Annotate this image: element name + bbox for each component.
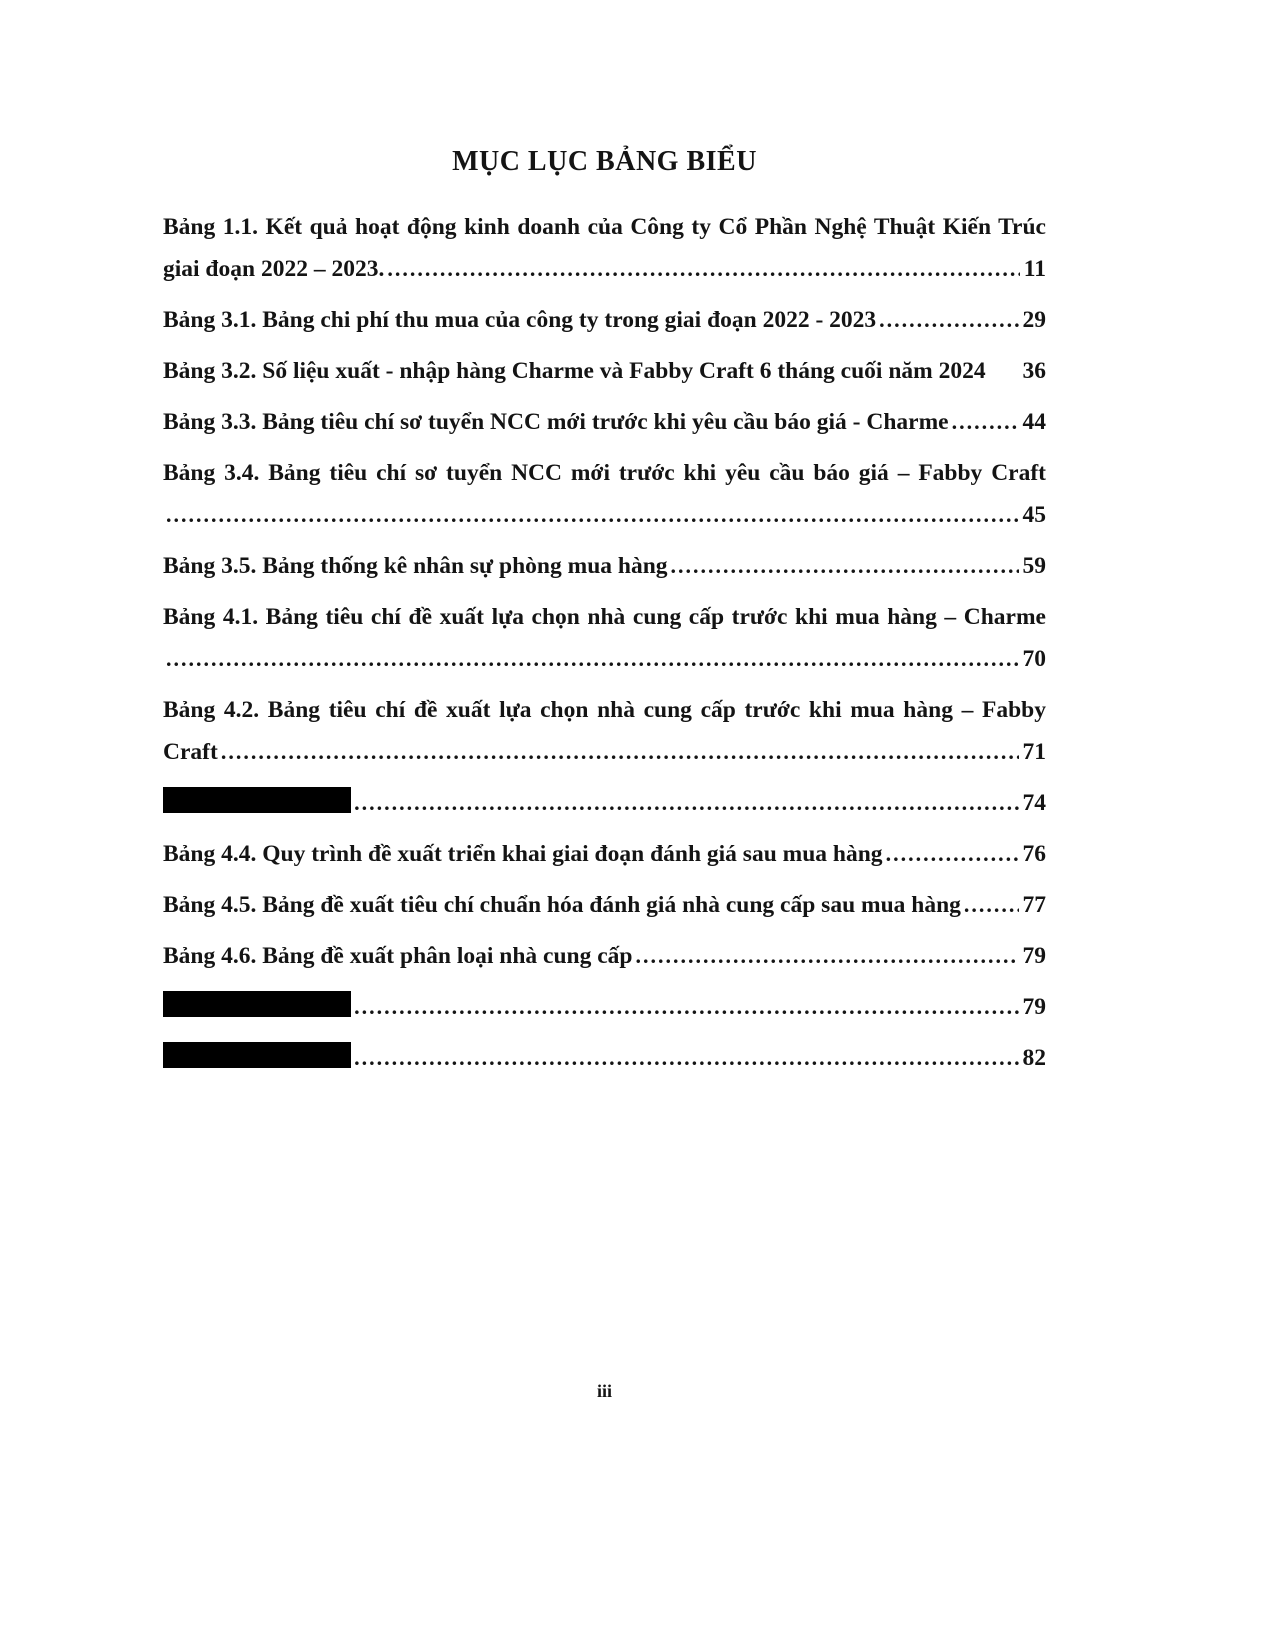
toc-entry-line [163,689,1046,731]
toc-entry-line [163,986,1046,1028]
dot-leader [886,833,1019,875]
toc-entry-line [163,884,1046,926]
toc-entry-line [163,350,1046,392]
toc-entry-text: Bảng 4.4. Quy trình đề xuất triển khai giai đoạn đánh giá sau mua hàng [163,841,883,867]
redaction-bar [163,1042,351,1068]
toc-entry-text: Bảng 4.1. Bảng tiêu chí đề xuất lựa chọn nhà cung cấp trước khi mua hàng – Charme [163,604,1046,630]
toc-entry-text: Bảng 3.5. Bảng thống kê nhân sự phòng mua hàng [163,553,668,579]
page-title: MỤC LỤC BẢNG BIỂU [452,146,757,177]
toc-entry-line [163,248,1046,290]
toc-entry-line [163,401,1046,443]
dot-leader [879,299,1018,341]
footer-page-number: iii [596,1381,612,1401]
toc-page-number: 36 [1022,358,1046,384]
toc-entry [163,350,1046,392]
toc-entry-line [163,545,1046,587]
toc-entry-text: giai đoạn 2022 – 2023. [163,256,385,282]
toc-entry [163,935,1046,977]
toc-entry [163,833,1046,875]
toc-entry-line [163,1037,1046,1079]
redaction-bar [163,991,351,1017]
toc-entry-line [163,782,1046,824]
toc-entry-line [163,731,1046,773]
toc-page-number: 79 [1022,994,1046,1020]
toc-entry [163,1037,1046,1079]
toc-page-number: 79 [1022,943,1046,969]
toc-page-number: 44 [1022,409,1046,435]
toc-page-number: 77 [1022,892,1046,918]
dot-leader [354,1037,1018,1079]
toc-entry [163,689,1046,773]
dot-leader [952,401,1019,443]
toc-entry-line [163,206,1046,248]
toc-page-number: 82 [1022,1045,1046,1071]
toc-entry-line [163,494,1046,536]
toc-entry [163,884,1046,926]
toc-entry-text: Bảng 3.2. Số liệu xuất - nhập hàng Charme và Fabby Craft 6 tháng cuối năm 2024 [163,358,986,384]
dot-leader [221,731,1019,773]
dot-leader [166,494,1019,536]
dot-leader [964,884,1019,926]
toc-entry-line [163,596,1046,638]
toc-page-number: 59 [1022,553,1046,579]
dot-leader [387,248,1019,290]
toc-page-number: 45 [1022,502,1046,528]
toc-content [163,146,1046,1088]
toc-entry-line [163,638,1046,680]
toc-page-number: 71 [1022,739,1046,765]
toc-entry-line [163,299,1046,341]
redaction-bar [163,787,351,813]
toc-entry [163,299,1046,341]
dot-leader [354,986,1018,1028]
toc-entry-text: Craft [163,739,218,765]
dot-leader [635,935,1018,977]
toc-entry-text: Bảng 3.4. Bảng tiêu chí sơ tuyển NCC mới trước khi yêu cầu báo giá – Fabby Craft [163,460,1046,486]
dot-leader [354,782,1018,824]
toc-page-number: 11 [1023,256,1046,282]
toc-entry-text: Bảng 4.5. Bảng đề xuất tiêu chí chuẩn hóa đánh giá nhà cung cấp sau mua hàng [163,892,961,918]
toc-entry [163,782,1046,824]
dot-leader [671,545,1019,587]
toc-entry-text: Bảng 1.1. Kết quả hoạt động kinh doanh của Công ty Cổ Phần Nghệ Thuật Kiến Trúc [163,214,1046,240]
toc-entry-line [163,452,1046,494]
toc-entry [163,206,1046,290]
toc-entry-text: Bảng 3.1. Bảng chi phí thu mua của công ty trong giai đoạn 2022 - 2023 [163,307,877,333]
toc-page-number: 74 [1022,790,1046,816]
toc-entry-line [163,833,1046,875]
toc-entry-text: Bảng 4.2. Bảng tiêu chí đề xuất lựa chọn nhà cung cấp trước khi mua hàng – Fabby [163,697,1046,723]
toc-entry [163,986,1046,1028]
toc-entry-line [163,935,1046,977]
toc-entry [163,401,1046,443]
toc-list [163,206,1046,1079]
toc-entry-text: Bảng 3.3. Bảng tiêu chí sơ tuyển NCC mới trước khi yêu cầu báo giá - Charme [163,409,949,435]
toc-entry [163,452,1046,536]
toc-page-number: 70 [1022,646,1046,672]
dot-leader [166,638,1019,680]
toc-page-number: 29 [1022,307,1046,333]
toc-entry-text: Bảng 4.6. Bảng đề xuất phân loại nhà cung cấp [163,943,633,969]
toc-entry [163,545,1046,587]
toc-entry [163,596,1046,680]
toc-page-number: 76 [1022,841,1046,867]
